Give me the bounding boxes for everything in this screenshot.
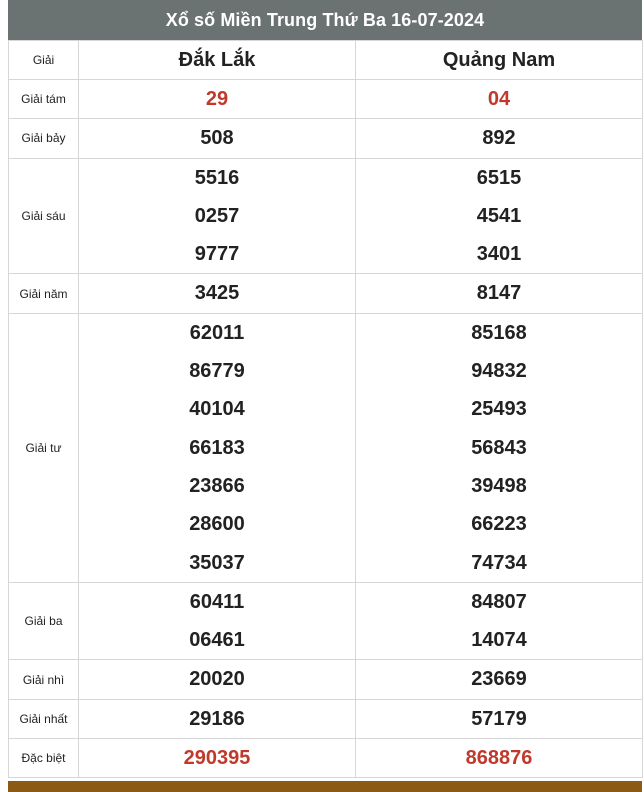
winning-number: 57179 xyxy=(471,707,527,730)
prize-cell-dak-lak xyxy=(79,699,356,738)
prize-row xyxy=(9,660,643,699)
prize-column-header: Giải xyxy=(9,41,79,80)
prize-cell-dak-lak xyxy=(79,739,356,778)
prize-label: Giải bảy xyxy=(9,119,79,158)
prize-label: Giải năm xyxy=(9,274,79,313)
prize-cell-dak-lak xyxy=(79,274,356,313)
winning-number: 868876 xyxy=(465,747,533,770)
winning-number: 66223 xyxy=(471,513,527,536)
prize-label: Giải nhất xyxy=(9,699,79,738)
winning-number: 0257 xyxy=(194,204,240,227)
winning-number: 3425 xyxy=(194,282,240,305)
prize-cell-dak-lak xyxy=(79,119,356,158)
header-row xyxy=(9,41,643,80)
prize-rows xyxy=(9,80,643,778)
winning-number: 508 xyxy=(200,127,234,150)
winning-number: 23866 xyxy=(189,474,245,497)
winning-number: 84807 xyxy=(471,590,527,613)
prize-cell-dak-lak xyxy=(79,660,356,699)
prize-label: Giải ba xyxy=(9,582,79,660)
winning-number: 20020 xyxy=(189,668,245,691)
winning-number: 3401 xyxy=(476,243,522,266)
footer-bar xyxy=(8,781,642,792)
winning-number: 85168 xyxy=(471,321,527,344)
winning-number: 66183 xyxy=(189,436,245,459)
results-table xyxy=(8,40,643,778)
prize-cell-quang-nam xyxy=(356,80,643,119)
prize-cell-quang-nam xyxy=(356,660,643,699)
winning-number: 94832 xyxy=(471,360,527,383)
prize-row xyxy=(9,699,643,738)
prize-row xyxy=(9,739,643,778)
prize-row xyxy=(9,582,643,660)
prize-row xyxy=(9,80,643,119)
winning-number: 29186 xyxy=(189,707,245,730)
winning-number: 62011 xyxy=(189,321,245,344)
winning-number: 39498 xyxy=(471,474,527,497)
prize-cell-dak-lak xyxy=(79,582,356,660)
prize-cell-quang-nam xyxy=(356,158,643,274)
winning-number: 25493 xyxy=(471,398,527,421)
winning-number: 9777 xyxy=(194,243,240,266)
winning-number: 06461 xyxy=(189,629,245,652)
prize-label: Giải sáu xyxy=(9,158,79,274)
prize-cell-quang-nam xyxy=(356,119,643,158)
prize-cell-dak-lak xyxy=(79,158,356,274)
prize-cell-quang-nam xyxy=(356,274,643,313)
prize-row xyxy=(9,119,643,158)
prize-row xyxy=(9,313,643,582)
winning-number: 5516 xyxy=(194,166,240,189)
prize-cell-dak-lak xyxy=(79,313,356,582)
winning-number: 4541 xyxy=(476,204,522,227)
lottery-results xyxy=(8,0,642,778)
prize-cell-quang-nam xyxy=(356,582,643,660)
prize-label: Đặc biệt xyxy=(9,739,79,778)
prize-label: Giải nhì xyxy=(9,660,79,699)
winning-number: 86779 xyxy=(189,360,245,383)
winning-number: 35037 xyxy=(189,551,245,574)
winning-number: 60411 xyxy=(189,590,245,613)
prize-cell-quang-nam xyxy=(356,739,643,778)
winning-number: 40104 xyxy=(189,398,245,421)
prize-label: Giải tư xyxy=(9,313,79,582)
prize-label: Giải tám xyxy=(9,80,79,119)
prize-cell-dak-lak xyxy=(79,80,356,119)
prize-row xyxy=(9,158,643,274)
winning-number: 56843 xyxy=(471,436,527,459)
winning-number: 23669 xyxy=(471,668,527,691)
winning-number: 892 xyxy=(482,127,516,150)
winning-number: 8147 xyxy=(476,282,522,305)
province-header-dak-lak: Đắk Lắk xyxy=(79,41,356,80)
winning-number: 29 xyxy=(205,88,229,110)
page-title: Xổ số Miền Trung Thứ Ba 16-07-2024 xyxy=(8,0,642,40)
prize-cell-quang-nam xyxy=(356,313,643,582)
prize-row xyxy=(9,274,643,313)
winning-number: 28600 xyxy=(189,513,245,536)
winning-number: 04 xyxy=(487,88,511,110)
winning-number: 14074 xyxy=(471,629,527,652)
winning-number: 74734 xyxy=(471,551,527,574)
winning-number: 6515 xyxy=(476,166,522,189)
winning-number: 290395 xyxy=(183,747,251,770)
province-header-quang-nam: Quảng Nam xyxy=(356,41,643,80)
prize-cell-quang-nam xyxy=(356,699,643,738)
